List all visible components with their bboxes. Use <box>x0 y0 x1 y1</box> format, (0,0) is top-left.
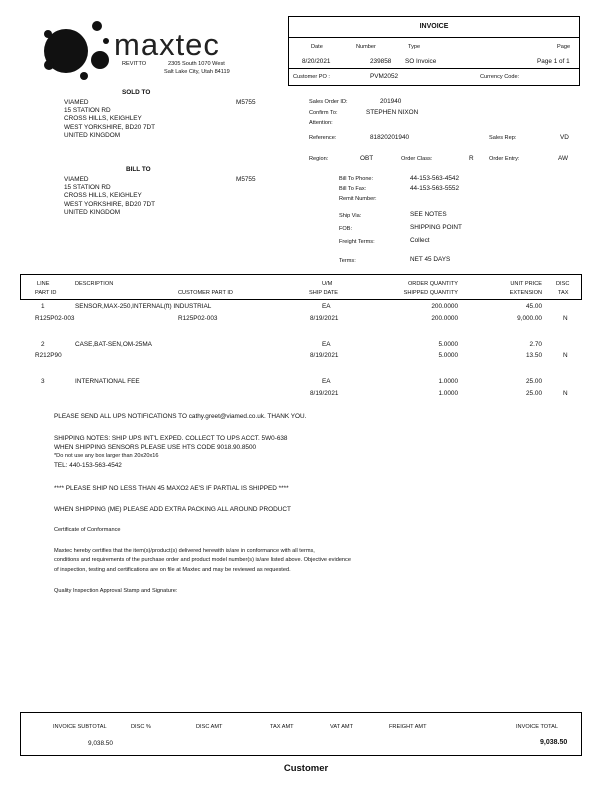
sold-to-line: UNITED KINGDOM <box>64 132 121 139</box>
sold-to-line: VIAMED <box>64 99 89 106</box>
col-disc: DISC <box>556 281 570 287</box>
row-ship-date: 8/19/2021 <box>310 390 339 397</box>
customer-po-label: Customer PO : <box>293 74 330 80</box>
invoice-total: 9,038.50 <box>540 739 568 746</box>
col-ship-date: SHIP DATE <box>309 290 339 296</box>
logo-address-2: 2305 South 1070 West <box>168 61 225 67</box>
region-label: Region: <box>309 156 329 162</box>
row-um: EA <box>322 341 331 348</box>
subtotal-label: INVOICE SUBTOTAL <box>53 724 107 730</box>
row-order-qty: 200.0000 <box>431 303 458 310</box>
sales-order: 201940 <box>380 98 402 105</box>
row-um: EA <box>322 303 331 310</box>
row-tax: N <box>563 315 568 322</box>
row-extension: 13.50 <box>526 352 542 359</box>
date-label: Date <box>311 44 323 50</box>
fob: SHIPPING POINT <box>410 224 462 231</box>
packing-note: WHEN SHIPPING (ME) PLEASE ADD EXTRA PACKING ALL AROUND PRODUCT <box>54 506 291 513</box>
number-label: Number <box>356 44 376 50</box>
bill-to-heading: BILL TO <box>126 166 151 173</box>
bill-fax-label: Bill To Fax: <box>339 186 367 192</box>
col-description: DESCRIPTION <box>75 281 114 287</box>
bill-to-line: WEST YORKSHIRE, BD20 7DT <box>64 201 156 208</box>
sold-to-heading: SOLD TO <box>122 89 151 96</box>
row-tax: N <box>563 390 568 397</box>
order-class-label: Order Class: <box>401 156 433 162</box>
ship-via: SEE NOTES <box>410 211 447 218</box>
col-line: LINE <box>37 281 50 287</box>
totals-box <box>20 712 582 756</box>
sales-rep-label: Sales Rep: <box>489 135 517 141</box>
currency-code-label: Currency Code: <box>480 74 520 80</box>
col-tax: TAX <box>558 290 569 296</box>
freight-amt-label: FREIGHT AMT <box>389 724 427 730</box>
customer-po: PVM2052 <box>370 73 399 80</box>
row-description: INTERNATIONAL FEE <box>75 378 140 385</box>
shipping-note: SHIPPING NOTES: SHIP UPS INT'L EXPED. COLLECT TO UPS ACCT. 5W0-638 <box>54 435 288 442</box>
bill-to-line: VIAMED <box>64 176 89 183</box>
row-extension: 25.00 <box>526 390 542 397</box>
bill-to-line: UNITED KINGDOM <box>64 209 121 216</box>
invoice-type: SO Invoice <box>405 58 437 65</box>
sales-order-label: Sales Order ID: <box>309 99 348 105</box>
type-label: Type <box>408 44 421 50</box>
invoice-date: 8/20/2021 <box>302 58 331 65</box>
company-logo <box>34 15 260 83</box>
col-part-id: PART ID <box>35 290 57 296</box>
disc-amt-label: DISC AMT <box>196 724 223 730</box>
copy-label: Customer <box>283 763 329 774</box>
invoice-subtotal: 9,038.50 <box>88 740 113 747</box>
row-line: 1 <box>41 303 45 310</box>
col-customer-part-id: CUSTOMER PART ID <box>178 290 233 296</box>
shipping-note: TEL: 440-153-563-4542 <box>54 462 122 469</box>
row-order-qty: 1.0000 <box>438 378 458 385</box>
bill-to-line: CROSS HILLS, KEIGHLEY <box>64 192 142 199</box>
shipping-note: WHEN SHIPPING SENSORS PLEASE USE HTS CODE 9018.90.8500 <box>54 444 257 451</box>
page-label: Page <box>557 44 571 50</box>
region: OBT <box>360 155 374 162</box>
reference: 81820201940 <box>370 134 410 141</box>
row-description: SENSOR,MAX-250,INTERNAL(ft) INDUSTRIAL <box>75 303 212 310</box>
remit-label: Remit Number: <box>339 196 377 202</box>
row-customer-part-id: R125P02-003 <box>178 315 218 322</box>
bill-to-line: 15 STATION RD <box>64 184 111 191</box>
sold-to-line: WEST YORKSHIRE, BD20 7DT <box>64 124 156 131</box>
bill-phone-label: Bill To Phone: <box>339 176 374 182</box>
sold-to-code: M5755 <box>236 99 256 106</box>
order-class: R <box>469 155 474 162</box>
col-order-qty: ORDER QUANTITY <box>407 281 458 287</box>
tax-amt-label: TAX AMT <box>270 724 294 730</box>
invoice-title: INVOICE <box>419 23 449 30</box>
invoice-number: 239858 <box>370 58 392 65</box>
order-entry: AW <box>558 155 569 162</box>
invoice-page: Page 1 of 1 <box>537 58 570 65</box>
row-unit-price: 25.00 <box>526 378 542 385</box>
vat-amt-label: VAT AMT <box>330 724 353 730</box>
shipping-note: *Do not use any box larger than 20x20x16 <box>54 453 159 459</box>
sales-rep: VD <box>560 134 569 141</box>
row-part-id: R212P90 <box>35 352 62 359</box>
row-shipped-qty: 5.0000 <box>438 352 458 359</box>
certificate-title: Certificate of Conformance <box>54 527 121 533</box>
row-shipped-qty: 1.0000 <box>438 390 458 397</box>
row-order-qty: 5.0000 <box>438 341 458 348</box>
row-line: 3 <box>41 378 45 385</box>
ship-via-label: Ship Via: <box>339 213 362 219</box>
row-tax: N <box>563 352 568 359</box>
certificate-text: of inspection, testing and certifications are on file at Maxtec and may be reviewed as requested. <box>54 567 291 573</box>
disc-pct-label: DISC % <box>131 724 151 730</box>
certificate-text: conditions and requirements of the purchase order and product model number(s) is/are listed above. Objective evidence <box>54 557 351 563</box>
col-shipped-qty: SHIPPED QUANTITY <box>403 290 458 296</box>
terms: NET 45 DAYS <box>410 256 451 263</box>
quality-stamp-label: Quality Inspection Approval Stamp and Signature: <box>54 588 178 594</box>
row-extension: 9,000.00 <box>517 315 542 322</box>
col-extension: EXTENSION <box>509 290 542 296</box>
fob-label: FOB: <box>339 226 353 232</box>
terms-label: Terms: <box>339 258 356 264</box>
bill-phone: 44-153-563-4542 <box>410 175 460 182</box>
row-unit-price: 2.70 <box>529 341 542 348</box>
row-unit-price: 45.00 <box>526 303 542 310</box>
row-part-id: R125P02-003 <box>35 315 75 322</box>
reference-label: Reference: <box>309 135 337 141</box>
logo-address-3: Salt Lake City, Utah 84119 <box>164 69 230 75</box>
attention-label: Attention: <box>309 120 333 126</box>
col-unit-price: UNIT PRICE <box>510 281 542 287</box>
row-um: EA <box>322 378 331 385</box>
row-shipped-qty: 200.0000 <box>431 315 458 322</box>
freight: Collect <box>410 237 430 244</box>
confirm-to: STEPHEN NIXON <box>366 109 419 116</box>
sold-to-line: 15 STATION RD <box>64 107 111 114</box>
row-line: 2 <box>41 341 45 348</box>
invoice-total-label: INVOICE TOTAL <box>516 724 558 730</box>
order-entry-label: Order Entry: <box>489 156 520 162</box>
logo-wordmark: maxtec <box>114 27 220 62</box>
bill-fax: 44-153-563-5552 <box>410 185 460 192</box>
certificate-text: Maxtec hereby certifies that the item(s)/product(s) delivered herewith is/are in conformance with all terms, <box>54 548 315 554</box>
freight-label: Freight Terms: <box>339 239 375 245</box>
confirm-to-label: Confirm To: <box>309 110 338 116</box>
line-items-header <box>20 274 582 300</box>
sold-to-line: CROSS HILLS, KEIGHLEY <box>64 115 142 122</box>
logo-address-1: REVITTO <box>122 61 147 67</box>
bill-to-code: M5755 <box>236 176 256 183</box>
ups-note: PLEASE SEND ALL UPS NOTIFICATIONS TO cathy.greet@viamed.co.uk. THANK YOU. <box>54 413 307 420</box>
row-ship-date: 8/19/2021 <box>310 315 339 322</box>
row-ship-date: 8/19/2021 <box>310 352 339 359</box>
row-description: CASE,BAT-SEN,OM-25MA <box>75 341 152 348</box>
col-um: U/M <box>322 281 333 287</box>
partial-note: **** PLEASE SHIP NO LESS THAN 45 MAXO2 AE'S IF PARTIAL IS SHIPPED **** <box>54 485 289 492</box>
